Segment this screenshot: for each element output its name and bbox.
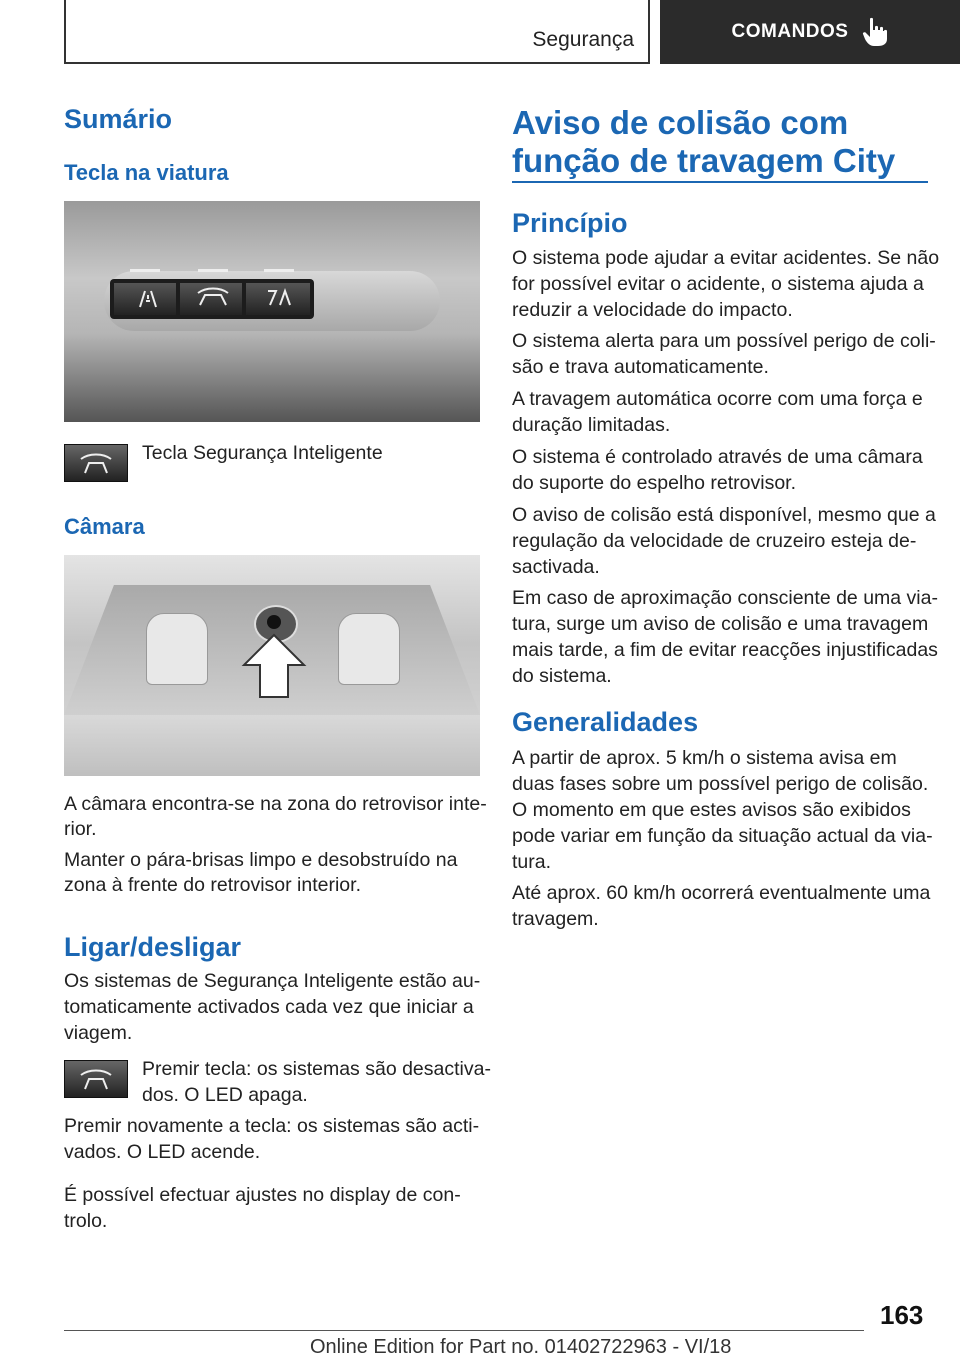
chapter-title-line-2: função de travagem City [512, 142, 896, 179]
general-line-4: pode variar em função da situação actual da via‐ [512, 825, 933, 847]
principle-line-5: são e trava automaticamente. [512, 356, 769, 378]
onoff-paragraph-1-line-1: Os sistemas de Segurança Inteligente estão au‐ [64, 970, 481, 992]
button-section-title: Tecla na viatura [64, 160, 229, 185]
principle-title: Princípio [512, 208, 628, 238]
onoff-paragraph-1-line-3: viagem. [64, 1022, 133, 1044]
onoff-paragraph-2-line-2: vados. O LED acende. [64, 1141, 261, 1163]
chapter-title-rule [512, 181, 928, 183]
principle-line-8: O sistema é controlado através de uma câmara [512, 446, 923, 468]
header-right-border [648, 0, 650, 64]
intelligent-safety-key-icon [64, 444, 128, 482]
onoff-press-line-2: dos. O LED apaga. [142, 1084, 308, 1106]
principle-line-13: Em caso de aproximação consciente de uma via‐ [512, 587, 938, 609]
chapter-tab[interactable] [660, 0, 960, 64]
camera-section-title: Câmara [64, 514, 145, 539]
camera-paragraph-2-line-2: zona à frente do retrovisor interior. [64, 874, 361, 896]
principle-line-16: do sistema. [512, 665, 612, 687]
camera-paragraph-2-line-1: Manter o pára-brisas limpo e desobstruído na [64, 849, 458, 871]
onoff-section-title: Ligar/desligar [64, 932, 242, 962]
onoff-paragraph-1-line-2: tomaticamente activados cada vez que iniciar a [64, 996, 474, 1018]
principle-line-14: tura, surge um aviso de colisão e uma travagem [512, 613, 929, 635]
intelligent-safety-key-icon [64, 1060, 128, 1098]
footer-edition: Online Edition for Part no. 01402722963 - VI/18 [310, 1336, 732, 1358]
footer-rule [64, 1330, 864, 1331]
principle-line-12: sactivada. [512, 556, 600, 578]
general-title: Generalidades [512, 707, 699, 737]
principle-line-11: regulação da velocidade de cruzeiro esteja de‐ [512, 530, 917, 552]
chapter-tab-label: COMANDOS [731, 21, 849, 42]
general-line-2: duas fases sobre um possível perigo de colisão. [512, 773, 929, 795]
camera-paragraph-1-line-1: A câmara encontra-se na zona do retrovisor inte‐ [64, 793, 487, 815]
header-bottom-border [64, 62, 650, 64]
onoff-press-line-1: Premir tecla: os sistemas são desactiva‐ [142, 1058, 491, 1080]
page-number: 163 [880, 1300, 924, 1330]
hand-pointer-icon [862, 17, 888, 47]
onoff-paragraph-2-line-1: Premir novamente a tecla: os sistemas são acti‐ [64, 1115, 480, 1137]
onoff-paragraph-3-line-2: trolo. [64, 1210, 108, 1232]
header-left-border [64, 0, 66, 64]
general-line-1: A partir de aprox. 5 km/h o sistema avisa em [512, 747, 897, 769]
principle-line-6: A travagem automática ocorre com uma força e [512, 388, 923, 410]
onoff-paragraph-3-line-1: É possível efectuar ajustes no display de con‐ [64, 1184, 461, 1206]
general-line-5: tura. [512, 851, 552, 873]
windshield-camera-photo [64, 555, 480, 776]
general-line-6: Até aprox. 60 km/h ocorrerá eventualmente uma [512, 882, 931, 904]
general-line-7: travagem. [512, 908, 599, 930]
button-panel-photo [64, 201, 480, 422]
chapter-title-line-1: Aviso de colisão com [512, 104, 849, 141]
key-caption: Tecla Segurança Inteligente [142, 442, 383, 464]
principle-line-4: O sistema alerta para um possível perigo de coli‐ [512, 330, 936, 352]
principle-line-3: reduzir a velocidade do impacto. [512, 299, 793, 321]
principle-line-1: O sistema pode ajudar a evitar acidentes. Se não [512, 247, 940, 269]
principle-line-15: mais tarde, a fim de evitar reacções injustificadas [512, 639, 938, 661]
camera-paragraph-1-line-2: rior. [64, 818, 97, 840]
principle-line-2: for possível evitar o acidente, o sistema ajuda a [512, 273, 924, 295]
principle-line-10: O aviso de colisão está disponível, mesmo que a [512, 504, 936, 526]
principle-line-7: duração limitadas. [512, 414, 671, 436]
general-line-3: O momento em que estes avisos são exibidos [512, 799, 911, 821]
header-section-title: Segurança [532, 28, 634, 51]
summary-title: Sumário [64, 104, 173, 134]
principle-line-9: do suporte do espelho retrovisor. [512, 472, 797, 494]
